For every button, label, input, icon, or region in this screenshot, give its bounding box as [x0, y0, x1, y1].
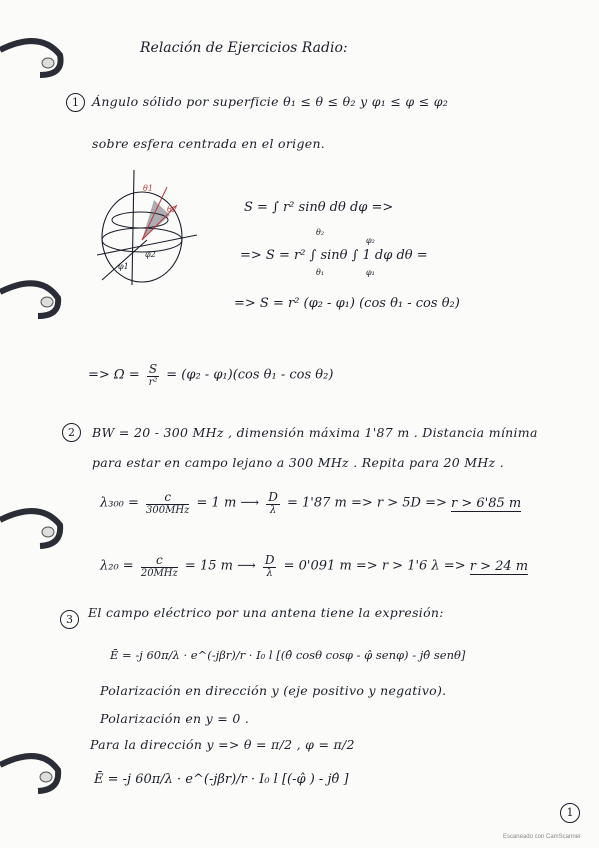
eq-mid: = 1 m ⟶ — [196, 495, 260, 511]
binder-ring-icon — [0, 270, 70, 340]
eq-lhs: λ₃₀₀ = — [100, 495, 139, 511]
exercise-number: 2 — [62, 423, 81, 442]
fraction-denominator: 20MHz — [140, 568, 178, 579]
fraction-numerator: c — [146, 490, 189, 505]
eq-rhs: = (φ₂ - φ₁)(cos θ₁ - cos θ₂) — [166, 367, 334, 383]
exercise-number: 3 — [60, 610, 79, 629]
ex1-statement-line1: Ángulo sólido por superficie θ₁ ≤ θ ≤ θ₂ y φ₁ ≤ φ ≤ φ₂ — [92, 94, 449, 109]
fraction-denominator: λ — [266, 568, 273, 579]
fraction-numerator: D — [268, 490, 278, 504]
ex1-equation-2: => S = r² ∫ sinθ ∫ 1 dφ dθ = — [240, 248, 428, 263]
fraction — [266, 490, 280, 516]
eq-lhs: λ₂₀ = — [100, 558, 134, 574]
ex3-statement-line3: Polarización en y = 0 . — [100, 711, 250, 726]
integral-lower-limit: φ₁ — [366, 268, 375, 277]
ex3-statement-line2: Polarización en dirección y (eje positivo y negativo). — [100, 683, 447, 698]
fraction-denominator: r² — [148, 377, 158, 388]
sketch-label-theta1: θ1 — [143, 184, 153, 193]
fraction-numerator: c — [141, 553, 178, 568]
eq-rhs: = 0'091 m => r > 1'6 λ => — [283, 558, 470, 574]
binder-ring-icon — [0, 500, 70, 570]
ex2-statement-line2: para estar en campo lejano a 300 MHz . Repita para 20 MHz . — [92, 455, 504, 470]
ex1-equation-3: => S = r² (φ₂ - φ₁) (cos θ₁ - cos θ₂) — [234, 296, 460, 311]
ex1-statement-line2: sobre esfera centrada en el origen. — [92, 136, 326, 151]
eq-result: r > 24 m — [469, 558, 529, 574]
sketch-label-phi2: φ2 — [145, 250, 156, 259]
integral-lower-limit: θ₁ — [316, 268, 325, 277]
integral-upper-limit: φ₂ — [366, 236, 375, 245]
sketch-label-theta2: θ2 — [167, 205, 177, 214]
ex2-equation-1 — [100, 490, 521, 516]
binder-ring-icon — [0, 30, 70, 100]
ex3-statement-line1: El campo eléctrico por una antena tiene la expresión: — [88, 605, 444, 620]
ex3-equation-2: Ē = -j 60π/λ · e^(-jβr)/r · I₀ l [(-φ̂ ) - jθ̂ ] — [94, 772, 349, 787]
sketch-label-phi1: φ1 — [118, 262, 129, 271]
eq-mid: = 15 m ⟶ — [184, 558, 256, 574]
fraction-numerator: D — [264, 553, 275, 567]
fraction-denominator: λ — [269, 505, 277, 516]
ex1-equation-4 — [88, 362, 333, 388]
eq-lhs: => Ω = — [88, 367, 140, 383]
ex1-equation-1: S = ∫ r² sinθ dθ dφ => — [244, 200, 394, 215]
exercise-number: 1 — [66, 93, 85, 112]
fraction — [146, 490, 189, 516]
scanner-footer: Escaneado con CamScanner — [502, 834, 581, 840]
eq-result: r > 6'85 m — [451, 495, 522, 511]
fraction — [263, 553, 277, 579]
ex2-statement-line1: BW = 20 - 300 MHz , dimensión máxima 1'87 m . Distancia mínima — [92, 425, 538, 440]
page-number: 1 — [560, 803, 580, 823]
page-title: Relación de Ejercicios Radio: — [140, 40, 348, 56]
eq-rhs: = 1'87 m => r > 5D => — [286, 495, 451, 511]
fraction-denominator: 300MHz — [146, 505, 190, 516]
fraction-numerator: S — [148, 362, 158, 376]
ex2-equation-2 — [100, 553, 528, 579]
fraction — [141, 553, 178, 579]
ex3-equation-1: Ē = -j 60π/λ · e^(-jβr)/r · I₀ l [(θ̂ cosθ cosφ - φ̂ senφ) - jθ̂ senθ] — [110, 648, 466, 662]
integral-upper-limit: θ₂ — [316, 228, 325, 237]
binder-ring-icon — [0, 745, 70, 815]
fraction — [147, 362, 159, 388]
ex3-statement-line4: Para la dirección y => θ = π/2 , φ = π/2 — [90, 737, 355, 752]
